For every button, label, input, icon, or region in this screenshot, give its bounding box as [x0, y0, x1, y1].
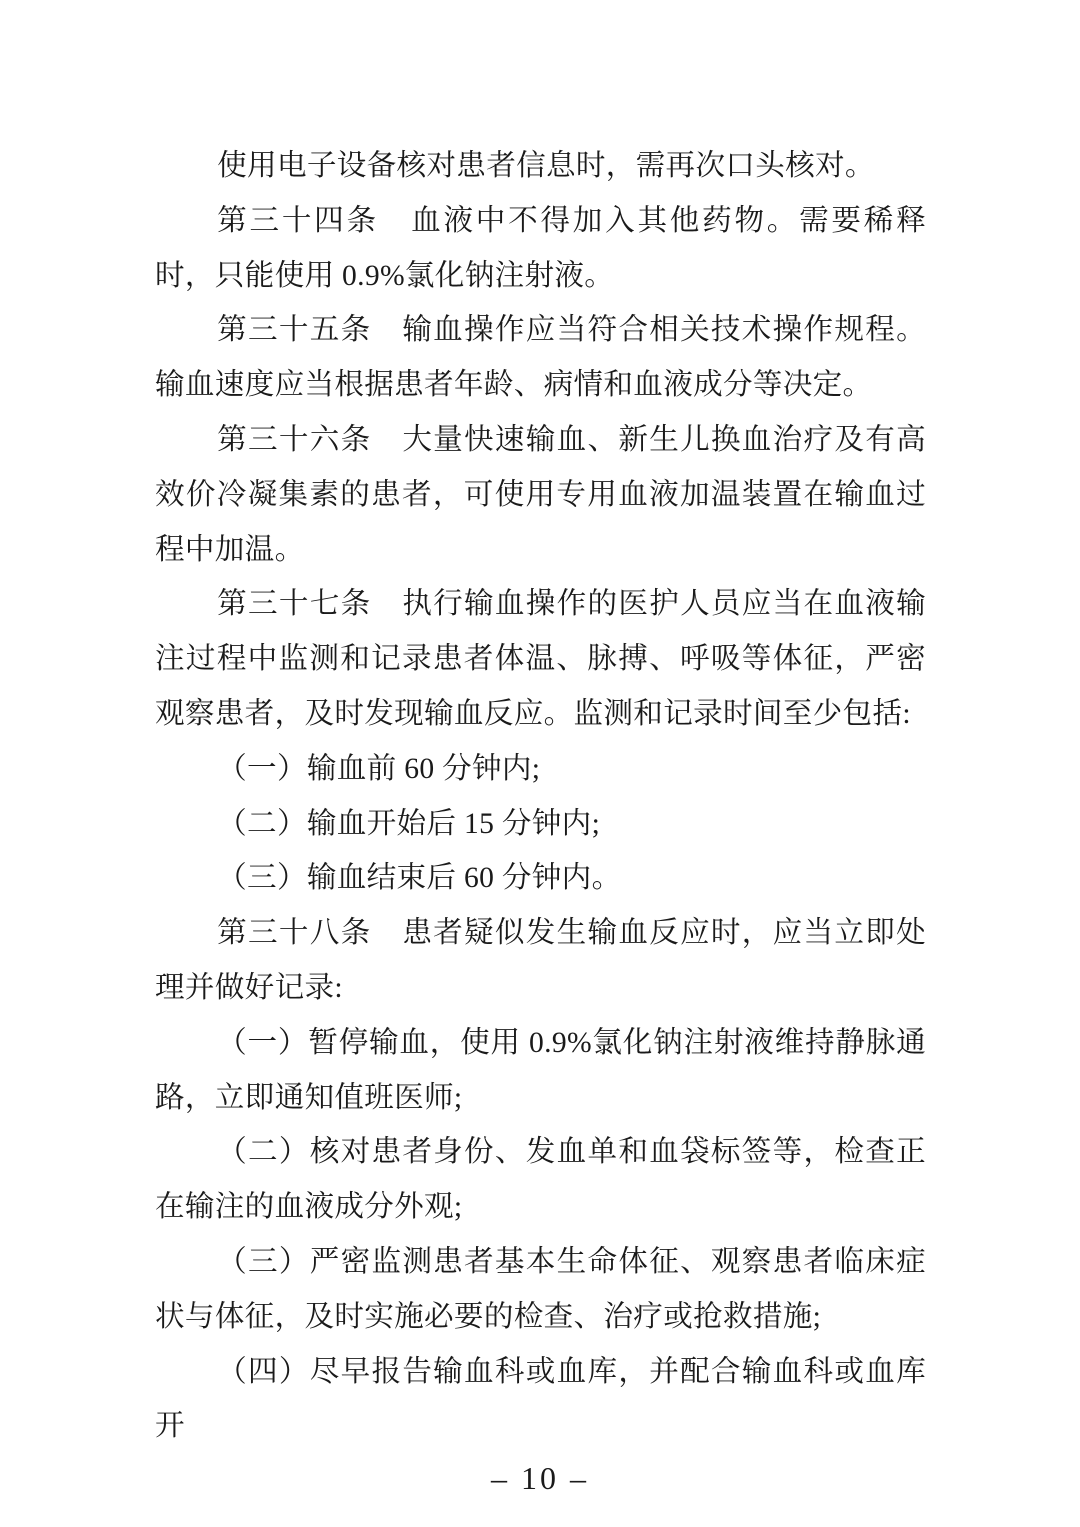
article-37-clause-2: （二）输血开始后 15 分钟内; — [217, 807, 601, 840]
article-38: 第三十八条 患者疑似发生输血反应时，应当立即处理并做好记录: — [155, 917, 926, 1004]
document-body — [155, 139, 926, 1454]
article-38-clause-2: （二）核对患者身份、发血单和血袋标签等，检查正在输注的血液成分外观; — [155, 1136, 926, 1224]
article-36: 第三十六条 大量快速输血、新生儿换血治疗及有高效价冷凝集素的患者，可使用专用血液加温装置在输血过程中加温。 — [155, 423, 926, 566]
article-35: 第三十五条 输血操作应当符合相关技术操作规程。输血速度应当根据患者年龄、病情和血液成分等决定。 — [155, 314, 926, 402]
page-number: – 10 – — [491, 1460, 589, 1496]
article-38-clause-1: （一）暂停输血，使用 0.9%氯化钠注射液维持静脉通路，立即通知值班医师; — [155, 1026, 926, 1114]
article-37: 第三十七条 执行输血操作的医护人员应当在血液输注过程中监测和记录患者体温、脉搏、呼吸等体征，严密观察患者，及时发现输血反应。监测和记录时间至少包括: — [155, 588, 926, 730]
page-footer — [0, 1459, 1080, 1497]
article-37-clause-1: （一）输血前 60 分钟内; — [217, 752, 541, 785]
paragraph-continuation: 使用电子设备核对患者信息时，需再次口头核对。 — [217, 150, 875, 182]
article-38-clause-3: （三）严密监测患者基本生命体征、观察患者临床症状与体征，及时实施必要的检查、治疗或抢救措施; — [155, 1245, 926, 1333]
article-34: 第三十四条 血液中不得加入其他药物。需要稀释时，只能使用 0.9%氯化钠注射液。 — [155, 204, 926, 292]
article-38-clause-4: （四）尽早报告输血科或血库，并配合输血科或血库开 — [155, 1355, 926, 1443]
article-37-clause-3: （三）输血结束后 60 分钟内。 — [217, 862, 622, 895]
